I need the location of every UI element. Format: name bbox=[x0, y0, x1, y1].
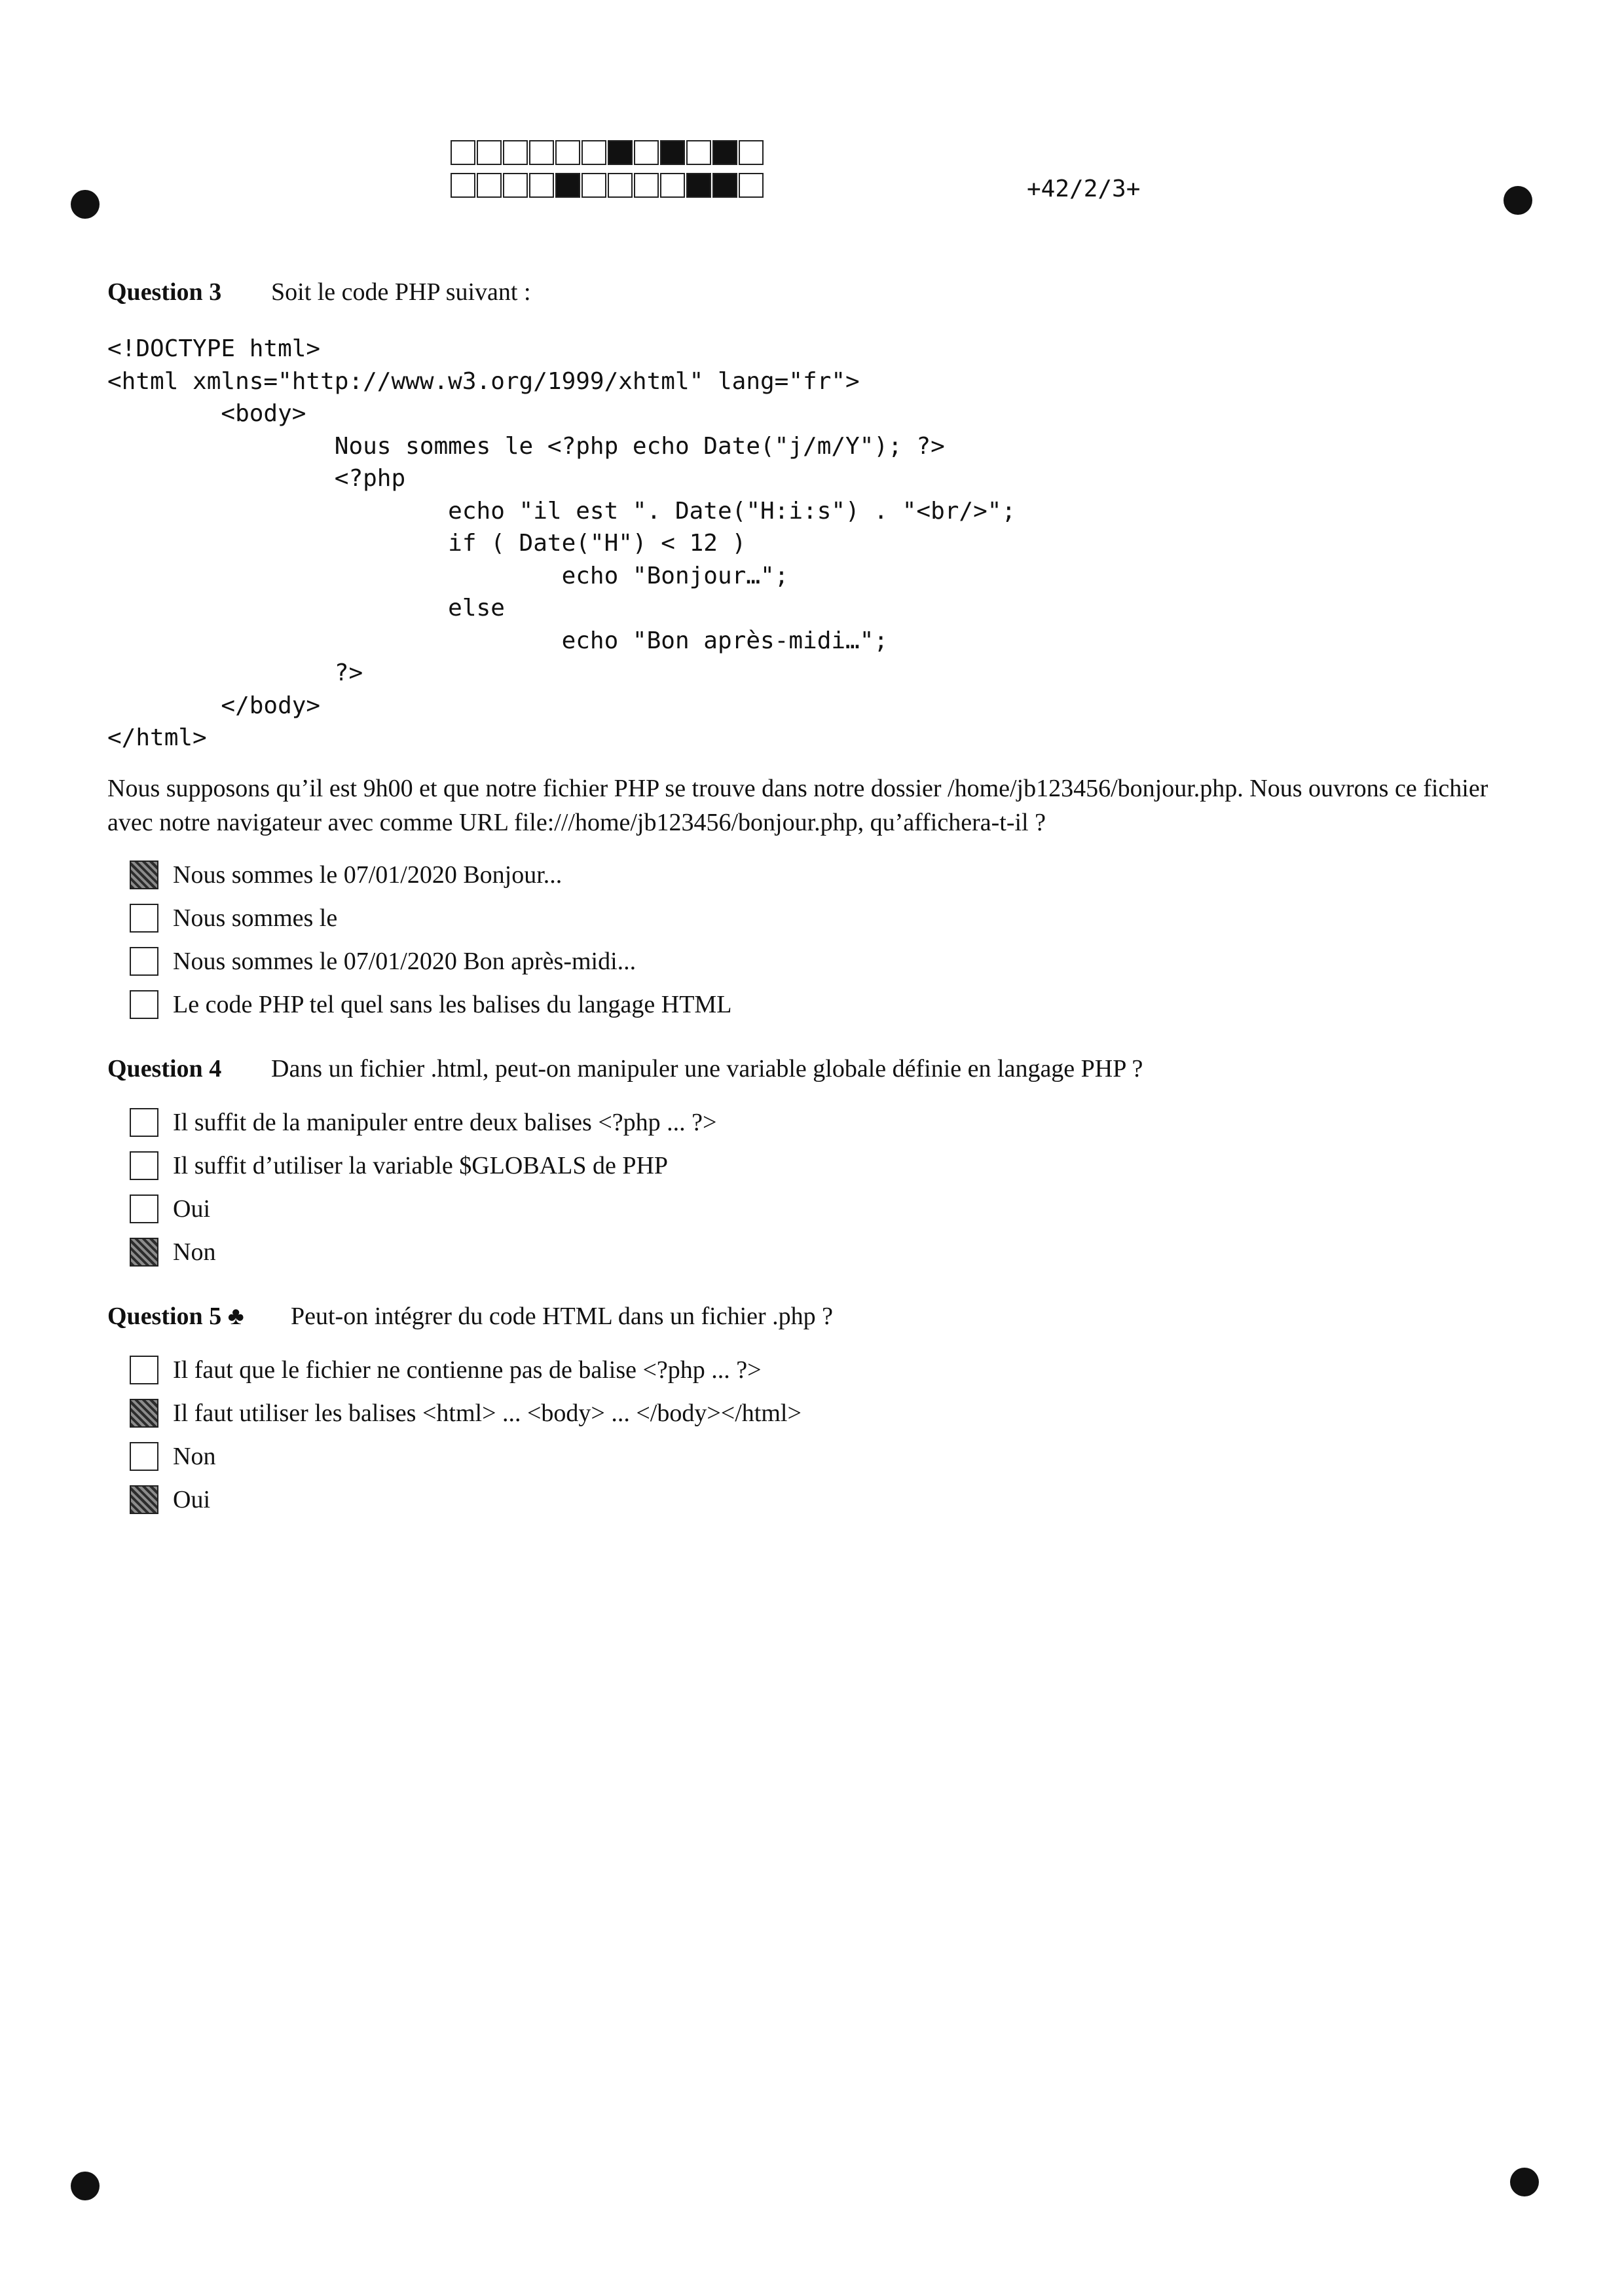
id-grid-cell bbox=[555, 140, 580, 165]
id-grid-cell bbox=[739, 173, 764, 198]
question-4-label: Question 4 bbox=[107, 1055, 222, 1083]
id-grid-cell bbox=[712, 173, 737, 198]
student-id-row-1 bbox=[451, 140, 765, 165]
option-label: Il faut utiliser les balises <html> ... <body> ... </body></html> bbox=[173, 1399, 802, 1427]
id-grid-cell bbox=[581, 173, 606, 198]
checkbox[interactable] bbox=[130, 1108, 158, 1137]
q4-option-1[interactable] bbox=[130, 1108, 716, 1137]
q3-option-3[interactable] bbox=[130, 947, 636, 976]
id-grid-cell bbox=[477, 173, 502, 198]
checkbox[interactable] bbox=[130, 1442, 158, 1471]
question-4-prompt: Dans un fichier .html, peut-on manipuler une variable globale définie en langage PHP ? bbox=[271, 1055, 1143, 1083]
checkbox[interactable] bbox=[130, 1485, 158, 1514]
checkbox[interactable] bbox=[130, 1356, 158, 1384]
code-line: <html xmlns="http://www.w3.org/1999/xhtml" lang="fr"> bbox=[107, 367, 860, 395]
q4-option-4[interactable] bbox=[130, 1238, 215, 1267]
q3-option-2[interactable] bbox=[130, 904, 337, 933]
question-5-label-group bbox=[107, 1302, 291, 1331]
corner-marker-bottom-right bbox=[1510, 2168, 1539, 2196]
id-grid-cell bbox=[581, 140, 606, 165]
question-3-prompt: Soit le code PHP suivant : bbox=[271, 278, 531, 306]
question-4-header bbox=[107, 1054, 1143, 1083]
code-line: echo "Bon après-midi…"; bbox=[107, 627, 889, 654]
id-grid-cell bbox=[608, 173, 633, 198]
code-line: if ( Date("H") < 12 ) bbox=[107, 530, 747, 557]
question-3-label: Question 3 bbox=[107, 278, 222, 306]
php-code-block bbox=[107, 333, 1016, 754]
checkbox[interactable] bbox=[130, 990, 158, 1019]
q3-option-1[interactable] bbox=[130, 861, 562, 889]
checkbox[interactable] bbox=[130, 1151, 158, 1180]
option-label: Il suffit d’utiliser la variable $GLOBALS de PHP bbox=[173, 1152, 669, 1179]
id-grid-cell bbox=[529, 140, 554, 165]
code-line: echo "Bonjour…"; bbox=[107, 562, 789, 589]
question-5-header bbox=[107, 1302, 833, 1331]
corner-marker-top-right bbox=[1504, 186, 1532, 215]
option-label: Il faut que le fichier ne contienne pas de balise <?php ... ?> bbox=[173, 1356, 762, 1384]
checkbox[interactable] bbox=[130, 904, 158, 933]
id-grid-cell bbox=[686, 173, 711, 198]
code-line: <!DOCTYPE html> bbox=[107, 335, 321, 362]
id-grid-cell bbox=[503, 140, 528, 165]
code-line: </body> bbox=[107, 692, 321, 719]
question-5-label: Question 5 bbox=[107, 1303, 222, 1330]
option-label: Nous sommes le 07/01/2020 Bonjour... bbox=[173, 861, 563, 889]
id-grid-cell bbox=[503, 173, 528, 198]
q5-option-3[interactable] bbox=[130, 1442, 215, 1471]
checkbox[interactable] bbox=[130, 1194, 158, 1223]
id-grid-cell bbox=[634, 173, 659, 198]
option-label: Il suffit de la manipuler entre deux balises <?php ... ?> bbox=[173, 1109, 717, 1136]
code-line: echo "il est ". Date("H:i:s") . "<br/>"; bbox=[107, 497, 1016, 525]
id-grid-cell bbox=[634, 140, 659, 165]
q3-option-4[interactable] bbox=[130, 990, 731, 1019]
id-grid-cell bbox=[608, 140, 633, 165]
q4-option-3[interactable] bbox=[130, 1194, 210, 1223]
option-label: Non bbox=[173, 1238, 216, 1266]
option-label: Non bbox=[173, 1443, 216, 1470]
id-grid-cell bbox=[686, 140, 711, 165]
id-grid-cell bbox=[451, 173, 475, 198]
id-grid-cell bbox=[529, 173, 554, 198]
code-line: else bbox=[107, 595, 505, 621]
option-label: Oui bbox=[173, 1195, 210, 1223]
question-3-header bbox=[107, 278, 531, 306]
q4-option-2[interactable] bbox=[130, 1151, 668, 1180]
code-line: </html> bbox=[107, 724, 207, 751]
id-grid-cell bbox=[739, 140, 764, 165]
code-line: <body> bbox=[107, 400, 306, 427]
question-5-prompt: Peut-on intégrer du code HTML dans un fichier .php ? bbox=[291, 1303, 834, 1330]
code-line: ?> bbox=[107, 659, 363, 686]
option-label: Nous sommes le 07/01/2020 Bon après-midi... bbox=[173, 948, 637, 975]
checkbox[interactable] bbox=[130, 947, 158, 976]
id-grid-cell bbox=[555, 173, 580, 198]
q5-option-1[interactable] bbox=[130, 1356, 762, 1384]
checkbox[interactable] bbox=[130, 861, 158, 889]
id-grid-cell bbox=[660, 173, 685, 198]
checkbox[interactable] bbox=[130, 1238, 158, 1267]
id-grid-cell bbox=[477, 140, 502, 165]
q5-option-2[interactable] bbox=[130, 1399, 802, 1428]
code-line: <?php bbox=[107, 465, 406, 492]
id-grid-cell bbox=[712, 140, 737, 165]
option-label: Nous sommes le bbox=[173, 904, 338, 932]
code-line: Nous sommes le <?php echo Date("j/m/Y"); ?> bbox=[107, 432, 945, 460]
club-icon: ♣ bbox=[227, 1303, 244, 1330]
q5-option-4[interactable] bbox=[130, 1485, 210, 1514]
id-grid-cell bbox=[660, 140, 685, 165]
student-id-row-2 bbox=[451, 173, 765, 198]
question-3-paragraph: Nous supposons qu’il est 9h00 et que notre fichier PHP se trouve dans notre dossier /home/jb123456/bonjour.php. Nous ouvrons ce fichier avec notre navigateur avec comme URL file:///home/jb123456/bonjour.php, qu’affichera-t-il ? bbox=[107, 775, 1488, 836]
page-number: +42/2/3+ bbox=[1027, 176, 1141, 202]
corner-marker-top-left bbox=[71, 190, 100, 219]
option-label: Oui bbox=[173, 1486, 210, 1513]
checkbox[interactable] bbox=[130, 1399, 158, 1428]
option-label: Le code PHP tel quel sans les balises du langage HTML bbox=[173, 991, 732, 1018]
corner-marker-bottom-left bbox=[71, 2172, 100, 2200]
id-grid-cell bbox=[451, 140, 475, 165]
